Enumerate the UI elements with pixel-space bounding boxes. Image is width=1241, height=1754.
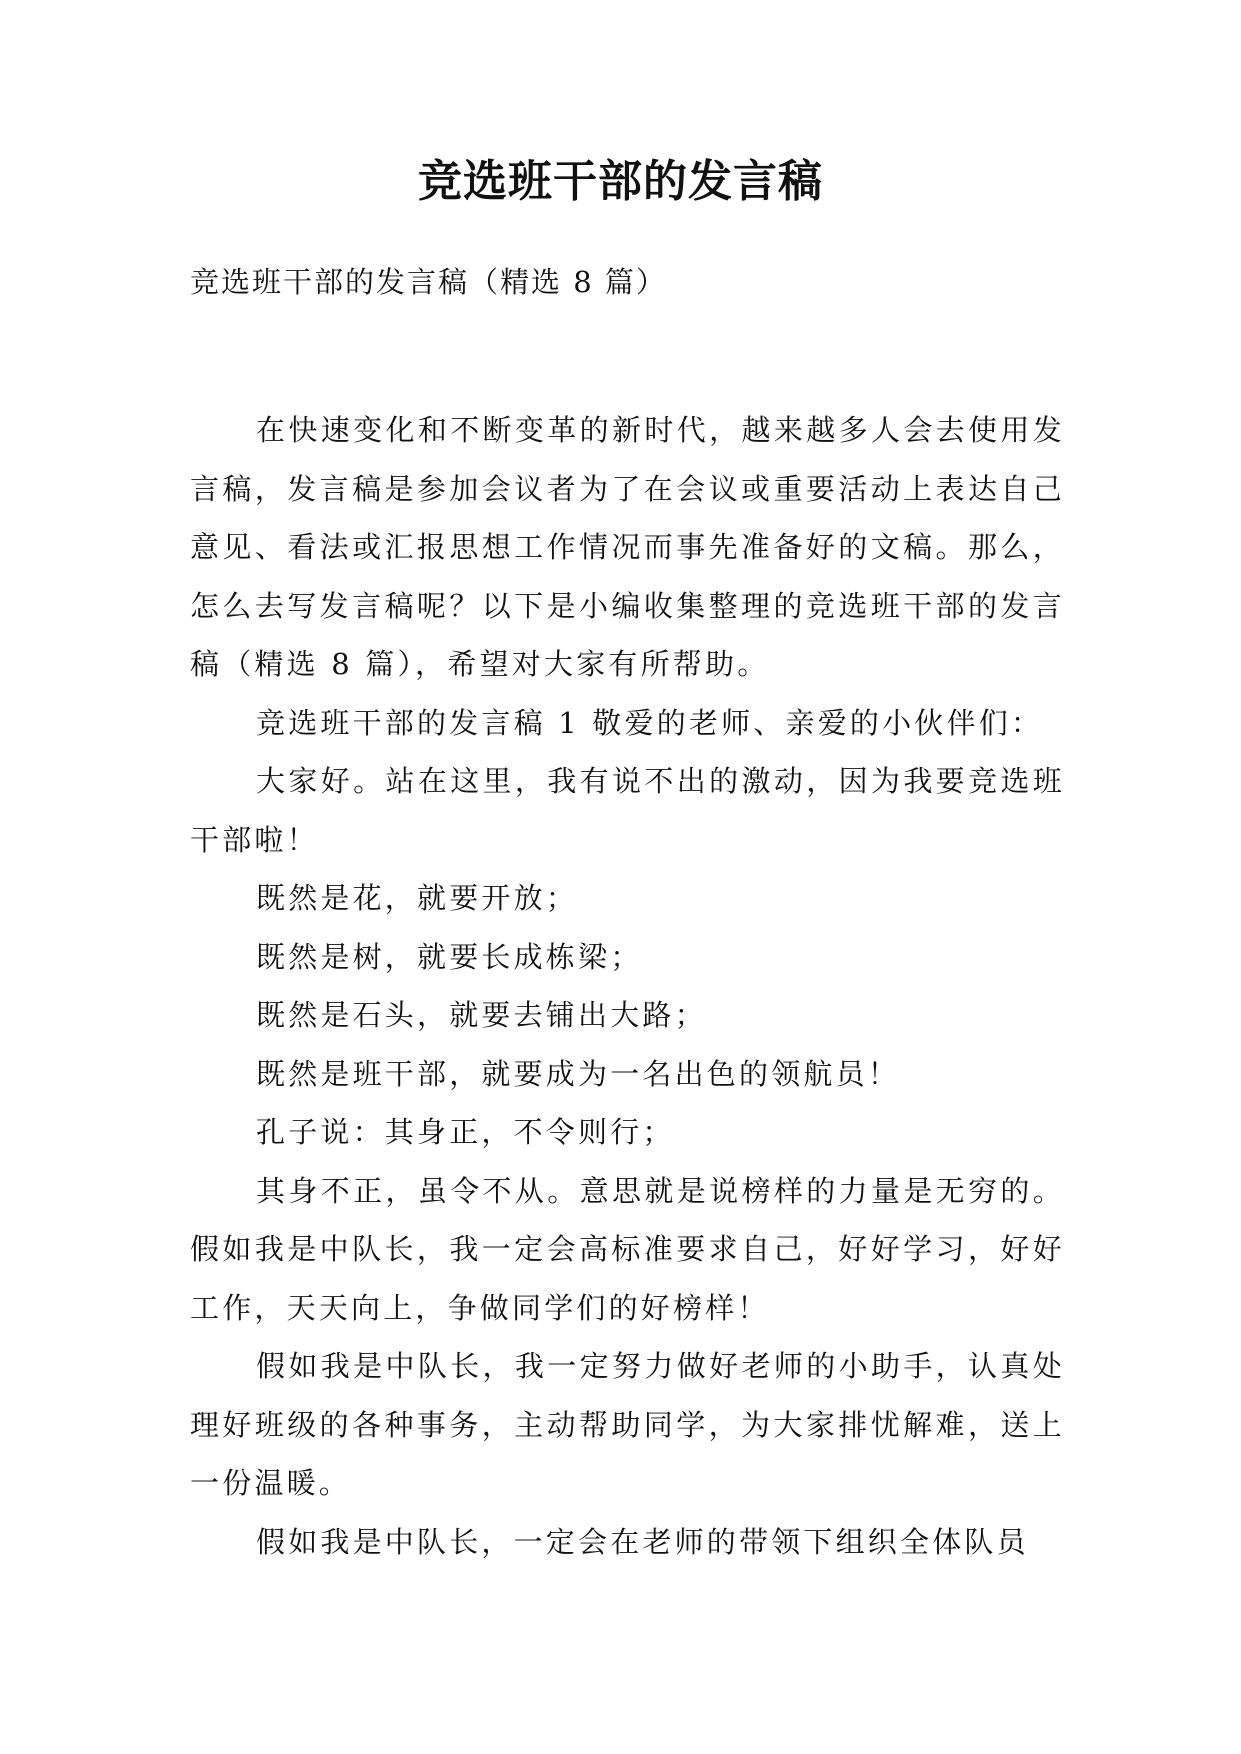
paragraph-organize: 假如我是中队长，一定会在老师的带领下组织全体队员 [256, 1524, 1029, 1559]
paragraph-greeting: 大家好。站在这里，我有说不出的激动，因为我要竞选班干部啦！ [190, 764, 1065, 857]
paragraph-confucius: 孔子说：其身正，不令则行； [256, 1115, 675, 1149]
paragraph-speech-heading: 竞选班干部的发言稿 1 敬爱的老师、亲爱的小伙伴们： [256, 705, 1044, 740]
paragraph-role-model: 其身不正，虽令不从。意思就是说榜样的力量是无穷的。假如我是中队长，我一定会高标准要求自己，好好学习，好好工作，天天向上，争做同学们的好榜样！ [190, 1173, 1065, 1325]
paragraph-helper: 假如我是中队长，我一定努力做好老师的小助手，认真处理好班级的各种事务，主动帮助同学，为大家排忧解难，送上一份温暖。 [190, 1349, 1065, 1500]
paragraph-intro: 在快速变化和不断变革的新时代，越来越多人会去使用发言稿，发言稿是参加会议者为了在会议或重要活动上表达自己意见、看法或汇报思想工作情况而事先准备好的文稿。那么，怎么去写发言稿呢？以下是小编收集整理的竞选班干部的发言稿（精选 8 篇），希望对大家有所帮助。 [190, 413, 1065, 681]
document-body [190, 401, 1065, 1571]
document-subtitle: 竞选班干部的发言稿（精选 8 篇） [190, 265, 667, 299]
paragraph-stone: 既然是石头，就要去铺出大路； [256, 998, 707, 1032]
paragraph-cadre: 既然是班干部，就要成为一名出色的领航员！ [256, 1056, 901, 1091]
paragraph-flower: 既然是花，就要开放； [256, 881, 579, 915]
paragraph-tree: 既然是树，就要长成栋梁； [256, 939, 643, 974]
document-title: 竞选班干部的发言稿 [418, 156, 823, 207]
